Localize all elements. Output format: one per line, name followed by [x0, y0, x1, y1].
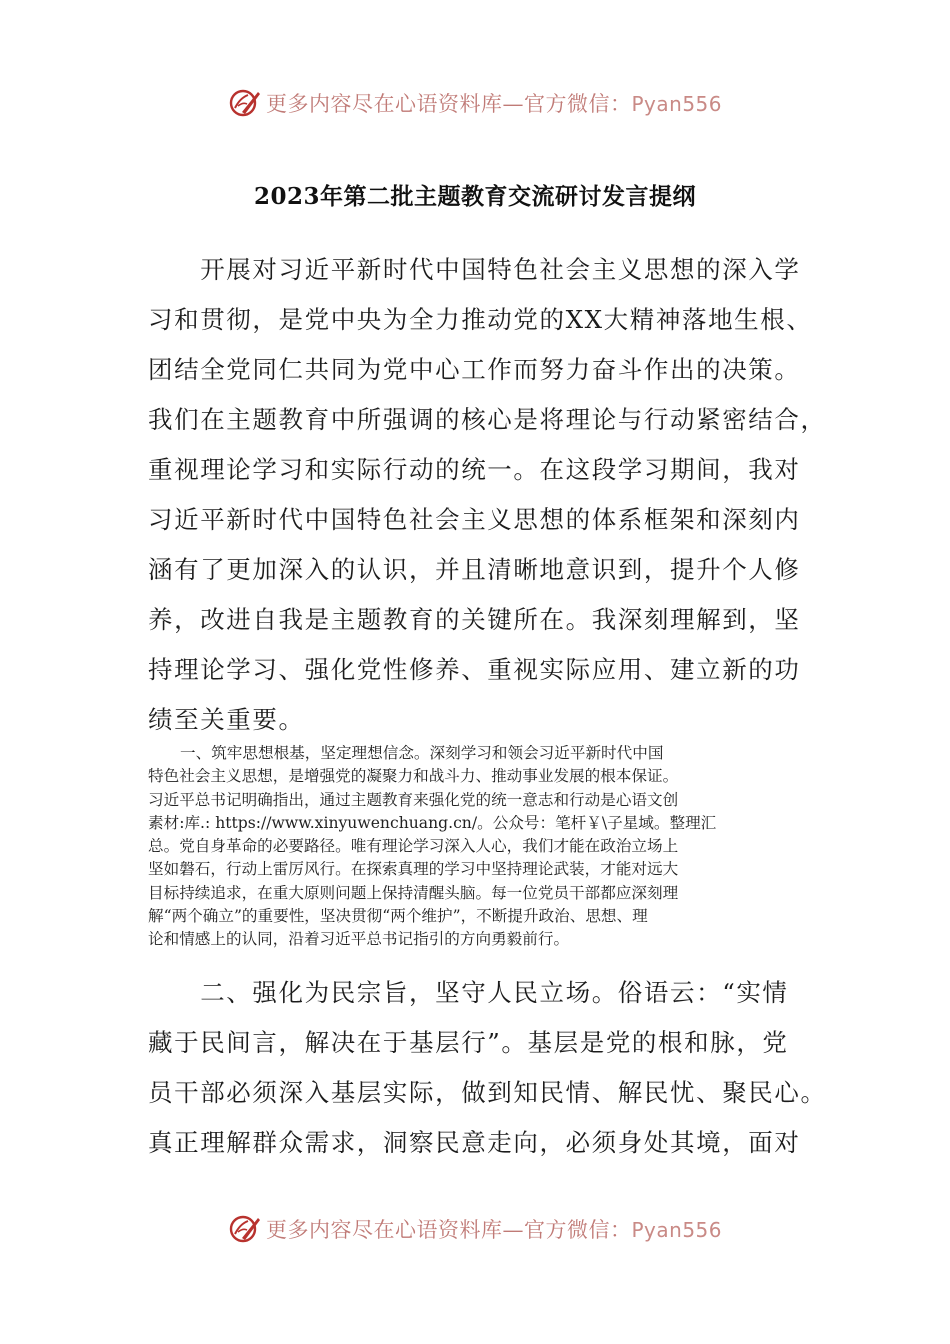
paragraph-line: 素材:库.: https://www.xinyuwenchuang.cn/。公众号：笔杆￥\子星域。整理汇 [148, 813, 717, 832]
section-one-paragraph [148, 742, 808, 952]
pen-logo-icon [228, 1212, 262, 1246]
paragraph-line: 养，改进自我是主题教育的关键所在。我深刻理解到，坚 [148, 605, 801, 634]
footer-banner [0, 1204, 950, 1254]
paragraph-line: 团结全党同仁共同为党中心工作而努力奋斗作出的决策。 [148, 355, 801, 384]
paragraph-line: 一、筑牢思想根基，坚定理想信念。深刻学习和领会习近平新时代中国 [180, 744, 664, 762]
paragraph-line: 特色社会主义思想，是增强党的凝聚力和战斗力、推动事业发展的根本保证。 [148, 767, 679, 786]
banner-text: 更多内容尽在心语资料库—官方微信：Pyan556 [265, 92, 722, 116]
paragraph-line: 习近平新时代中国特色社会主义思想的体系框架和深刻内 [148, 505, 801, 534]
paragraph-line: 真正理解群众需求，洞察民意走向，必须身处其境，面对 [148, 1128, 801, 1157]
paragraph-line: 藏于民间言，解决在于基层行”。基层是党的根和脉，党 [148, 1028, 789, 1057]
paragraph-line: 持理论学习、强化党性修养、重视实际应用、建立新的功 [148, 655, 801, 684]
banner-wechat-id: Pyan556 [631, 92, 722, 116]
paragraph-line: 绩至关重要。 [148, 705, 305, 734]
paragraph-line: 总。党自身革命的必要路径。唯有理论学习深入人心，我们才能在政治立场上 [148, 837, 679, 856]
intro-paragraph [148, 245, 827, 745]
paragraph-line: 习和贯彻，是党中央为全力推动党的XX大精神落地生根、 [148, 305, 813, 334]
banner-text: 更多内容尽在心语资料库—官方微信：Pyan556 [265, 1218, 722, 1242]
paragraph-line: 员干部必须深入基层实际，做到知民情、解民忧、聚民心。 [148, 1078, 827, 1107]
paragraph-line: 习近平总书记明确指出，通过主题教育来强化党的统一意志和行动是心语文创 [148, 790, 679, 809]
paragraph-line: 重视理论学习和实际行动的统一。在这段学习期间，我对 [148, 455, 801, 484]
paragraph-line: 坚如磐石，行动上雷厉风行。在探索真理的学习中坚持理论武装，才能对远大 [148, 860, 679, 879]
paragraph-line: 二、强化为民宗旨，坚守人民立场。俗语云：“实情 [148, 978, 789, 1007]
paragraph-line: 我们在主题教育中所强调的核心是将理论与行动紧密结合， [148, 405, 827, 434]
paragraph-line: 开展对习近平新时代中国特色社会主义思想的深入学 [148, 255, 801, 284]
paragraph-line: 涵有了更加深入的认识，并且清晰地意识到，提升个人修 [148, 555, 801, 584]
pen-logo-icon [228, 86, 262, 120]
section-two-paragraph [148, 968, 827, 1168]
banner-wechat-id: Pyan556 [631, 1218, 722, 1242]
document-title: 2023年第二批主题教育交流研讨发言提纲 [253, 183, 696, 210]
header-banner [0, 78, 950, 128]
paragraph-line: 目标持续追求，在重大原则问题上保持清醒头脑。每一位党员干部都应深刻理 [148, 883, 679, 902]
paragraph-line: 论和情感上的认同，沿着习近平总书记指引的方向勇毅前行。 [148, 930, 570, 949]
paragraph-line: 解“两个确立”的重要性，坚决贯彻“两个维护”，不断提升政治、思想、理 [148, 907, 648, 926]
